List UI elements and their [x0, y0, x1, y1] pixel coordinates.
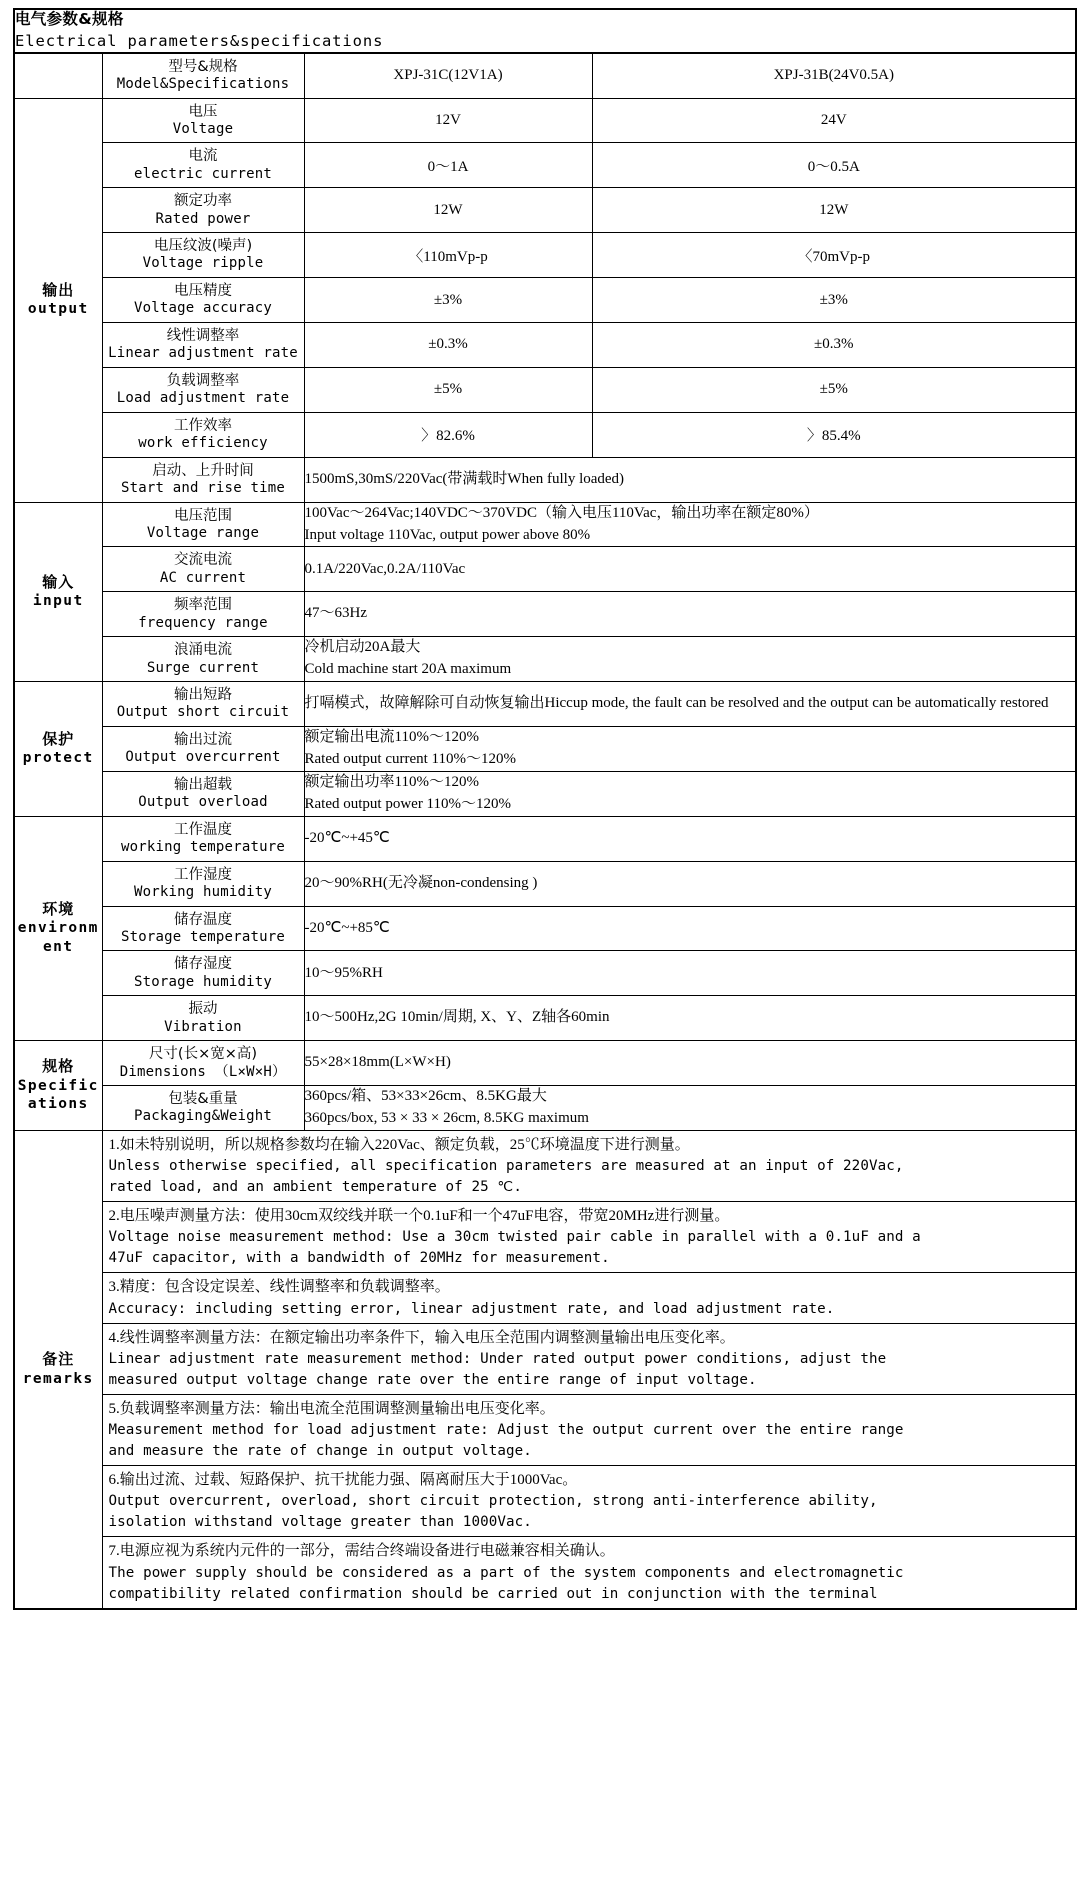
- remark-cn: 7.电源应视为系统内元件的一部分，需结合终端设备进行电磁兼容相关确认。: [108, 1543, 615, 1560]
- remark-en-line: and measure the rate of change in output voltage.: [108, 1443, 532, 1460]
- item-label-cn: 浪涌电流: [174, 642, 232, 659]
- item-label-en: frequency range: [138, 614, 268, 631]
- remark-note: [103, 1324, 1076, 1395]
- item-cell: [102, 637, 304, 682]
- item-label-cn: 工作温度: [174, 821, 232, 838]
- value-cell-model-a: 〉82.6%: [304, 412, 592, 457]
- group-protect: [14, 682, 102, 817]
- value-line: 20～90%RH(无冷凝non-condensing ): [304, 874, 538, 891]
- model-b-header: XPJ-31B(24V0.5A): [592, 53, 1076, 98]
- item-label-en: Voltage: [172, 120, 234, 137]
- item-cell: [102, 143, 304, 188]
- group-label-cn: 环境: [42, 899, 75, 918]
- item-label-en: working temperature: [121, 839, 285, 856]
- title-cn: 电气参数&规格: [15, 10, 124, 28]
- remark-en-line: Voltage noise measurement method: Use a 30cm twisted pair cable in parallel with a 0.1uF and a: [108, 1229, 921, 1246]
- item-cell: [102, 547, 304, 592]
- remark-en-line: Linear adjustment rate measurement method: Under rated output power conditions, adjust the: [108, 1350, 887, 1367]
- value-cell-span: [304, 727, 1076, 772]
- value-cell-span: [304, 592, 1076, 637]
- item-label-cn: 电压精度: [174, 283, 232, 300]
- model-header-row: [14, 53, 1076, 98]
- input-row: [14, 547, 1076, 592]
- remark-cn: 1.如未特别说明，所以规格参数均在输入220Vac、额定负载，25℃环境温度下进行测量。: [108, 1137, 690, 1154]
- output-row: [14, 278, 1076, 323]
- value-cell-model-b: ±3%: [592, 278, 1076, 323]
- remark-note: [103, 1273, 1076, 1323]
- value-line: 1500mS,30mS/220Vac(带满载时When fully loaded): [304, 470, 625, 487]
- output-row: [14, 367, 1076, 412]
- group-environment: [14, 816, 102, 1040]
- item-label-en: Load adjustment rate: [116, 390, 290, 407]
- group-label-cn: 规格: [42, 1057, 75, 1076]
- value-line: 100Vac～264Vac;140VDC～370VDC（输入电压110Vac，输出功率在额定80%）: [304, 504, 819, 521]
- item-cell: [102, 1041, 304, 1086]
- group-specifications: [14, 1041, 102, 1131]
- item-cell: [102, 771, 304, 816]
- value-cell-span: [304, 547, 1076, 592]
- value-line: 360pcs/box, 53 × 33 × 26cm, 8.5KG maximum: [304, 1110, 589, 1127]
- item-label-en: Voltage ripple: [142, 255, 264, 272]
- item-cell: [102, 996, 304, 1041]
- value-line: 55×28×18mm(L×W×H): [304, 1054, 451, 1071]
- item-label-en: Storage humidity: [133, 973, 273, 990]
- item-label-cn: 储存温度: [174, 911, 232, 928]
- group-label-en: Specifications: [17, 1077, 99, 1113]
- remark-note: [103, 1537, 1076, 1607]
- output-row: [14, 143, 1076, 188]
- value-cell-model-a: ±3%: [304, 278, 592, 323]
- item-label-en: Voltage range: [146, 524, 260, 541]
- remark-note: [103, 1131, 1076, 1202]
- specification-row: [14, 1086, 1076, 1131]
- value-line: Rated output power 110%～120%: [304, 795, 511, 812]
- specification-row: [14, 1041, 1076, 1086]
- item-cell: [102, 1086, 304, 1131]
- item-cell: [102, 412, 304, 457]
- value-cell-model-a: 〈110mVp-p: [304, 233, 592, 278]
- remark-en-line: 47uF capacitor, with a bandwidth of 20MHz for measurement.: [108, 1250, 610, 1267]
- value-cell-span: [304, 502, 1076, 547]
- remarks-row: [14, 1131, 1076, 1609]
- item-label-cn: 额定功率: [174, 193, 232, 210]
- remark-cn: 5.负载调整率测量方法：输出电流全范围调整测量输出电压变化率。: [108, 1400, 555, 1417]
- remarks-content: [102, 1131, 1076, 1609]
- item-label-cn: 输出过流: [174, 732, 232, 749]
- group-output: [14, 98, 102, 502]
- item-cell: [102, 367, 304, 412]
- value-cell-model-a: ±5%: [304, 367, 592, 412]
- item-cell: [102, 727, 304, 772]
- protect-row: [14, 682, 1076, 727]
- item-label-cn: 负载调整率: [166, 372, 240, 389]
- model-a-header: XPJ-31C(12V1A): [304, 53, 592, 98]
- item-label-en: Output overload: [138, 794, 268, 811]
- value-cell-span: [304, 771, 1076, 816]
- remark-en-line: Accuracy: including setting error, linear adjustment rate, and load adjustment rate.: [108, 1300, 835, 1317]
- item-cell: [102, 592, 304, 637]
- item-cell: [102, 323, 304, 368]
- value-line: 0.1A/220Vac,0.2A/110Vac: [304, 560, 466, 577]
- value-line: 额定输出电流110%～120%: [304, 729, 479, 746]
- item-label-en: Storage temperature: [121, 928, 285, 945]
- item-label-cn: 电压纹波(噪声): [153, 238, 253, 255]
- item-label-cn: 输出超载: [174, 776, 232, 793]
- item-label-en: Output short circuit: [116, 704, 290, 721]
- value-cell-model-b: 12W: [592, 188, 1076, 233]
- value-cell-model-a: 0～1A: [304, 143, 592, 188]
- value-cell-model-b: 0～0.5A: [592, 143, 1076, 188]
- value-cell-model-a: 12V: [304, 98, 592, 143]
- remark-en-line: measured output voltage change rate over the entire range of input voltage.: [108, 1371, 757, 1388]
- value-cell-span: [304, 1041, 1076, 1086]
- value-cell-model-b: ±0.3%: [592, 323, 1076, 368]
- value-cell-model-b: 〉85.4%: [592, 412, 1076, 457]
- item-label-en: Output overcurrent: [125, 749, 281, 766]
- value-line: -20℃~+85℃: [304, 919, 390, 936]
- model-label-en: Model&Specifications: [116, 75, 290, 92]
- value-cell-model-a: 12W: [304, 188, 592, 233]
- table-title-row: [14, 9, 1076, 53]
- value-line: 10～500Hz,2G 10min/周期, X、Y、Z轴各60min: [304, 1009, 610, 1026]
- item-label-en: work efficiency: [138, 435, 268, 452]
- group-label-en: remarks: [22, 1370, 94, 1387]
- item-label-en: electric current: [133, 165, 273, 182]
- value-cell-model-a: ±0.3%: [304, 323, 592, 368]
- group-input: [14, 502, 102, 682]
- item-cell: [102, 861, 304, 906]
- item-label-en: Vibration: [164, 1018, 242, 1035]
- environment-row: [14, 906, 1076, 951]
- item-label-cn: 线性调整率: [166, 328, 240, 344]
- remark-en-line: Unless otherwise specified, all specification parameters are measured at an input of 220Vac,: [108, 1158, 904, 1175]
- value-cell-span: [304, 906, 1076, 951]
- item-cell: [102, 951, 304, 996]
- item-label-cn: 工作效率: [174, 417, 232, 434]
- item-label-cn: 工作湿度: [174, 866, 232, 883]
- remark-cn: 3.精度：包含设定误差、线性调整率和负载调整率。: [108, 1279, 450, 1296]
- value-cell-span: [304, 996, 1076, 1041]
- remark-en-line: Output overcurrent, overload, short circuit protection, strong anti-interference ability,: [108, 1493, 878, 1510]
- item-cell: [102, 906, 304, 951]
- item-label-en: Linear adjustment rate: [108, 345, 298, 362]
- group-label-cn: 输出: [42, 280, 75, 299]
- value-cell-span: [304, 457, 1076, 502]
- item-label-cn: 启动、上升时间: [152, 462, 254, 479]
- value-cell-span: [304, 1086, 1076, 1131]
- group-label-cn: 备注: [42, 1350, 75, 1369]
- value-cell-span: [304, 637, 1076, 682]
- item-label-en: Working humidity: [133, 883, 273, 900]
- output-row: [14, 323, 1076, 368]
- input-row: [14, 502, 1076, 547]
- remark-en-line: The power supply should be considered as a part of the system components and electromagnetic: [108, 1564, 904, 1581]
- output-row: [14, 412, 1076, 457]
- item-label-en: Surge current: [146, 659, 260, 676]
- remark-en-line: rated load, and an ambient temperature of 25 ℃.: [108, 1179, 523, 1196]
- value-cell-span: [304, 861, 1076, 906]
- item-label-en: Packaging&Weight: [133, 1108, 273, 1125]
- value-line: Cold machine start 20A maximum: [304, 661, 512, 678]
- item-cell: [102, 98, 304, 143]
- group-label-en: protect: [22, 750, 94, 767]
- item-label-en: Voltage accuracy: [133, 300, 273, 317]
- remark-en-line: isolation withstand voltage greater than 1000Vac.: [108, 1514, 532, 1531]
- remark-cn: 6.输出过流、过载、短路保护、抗干扰能力强、隔离耐压大于1000Vac。: [108, 1472, 578, 1489]
- value-cell-model-b: ±5%: [592, 367, 1076, 412]
- remark-cn: 4.线性调整率测量方法：在额定输出功率条件下，输入电压全范围内调整测量输出电压变化率。: [108, 1329, 735, 1346]
- item-label-cn: 储存湿度: [174, 956, 232, 973]
- group-label-en: input: [32, 593, 84, 610]
- value-cell-span: [304, 816, 1076, 861]
- value-line: 额定输出功率110%～120%: [304, 774, 479, 791]
- value-line: Input voltage 110Vac, output power above 80%: [304, 526, 591, 543]
- input-row: [14, 592, 1076, 637]
- value-line: Rated output current 110%～120%: [304, 750, 516, 767]
- sheet-title: [14, 9, 1076, 53]
- remark-cn: 2.电压噪声测量方法：使用30cm双绞线并联一个0.1uF和一个47uF电容，带宽20MHz进行测量。: [108, 1208, 730, 1225]
- item-label-cn: 电压范围: [174, 507, 232, 524]
- item-label-en: Start and rise time: [121, 479, 285, 496]
- input-row: [14, 637, 1076, 682]
- item-cell: [102, 502, 304, 547]
- value-line: -20℃~+45℃: [304, 829, 390, 846]
- value-line: 360pcs/箱、53×33×26cm、8.5KG最大: [304, 1088, 547, 1105]
- item-label-en: Rated power: [155, 210, 251, 227]
- environment-row: [14, 996, 1076, 1041]
- output-row: [14, 98, 1076, 143]
- item-cell: [102, 682, 304, 727]
- model-row-group-blank: [14, 53, 102, 98]
- value-line: 10～95%RH: [304, 964, 383, 981]
- item-label-cn: 电流: [188, 148, 218, 165]
- item-cell: [102, 278, 304, 323]
- model-row-item: [102, 53, 304, 98]
- item-label-en: Dimensions （L×W×H）: [119, 1063, 287, 1080]
- output-row: [14, 233, 1076, 278]
- value-line: 冷机启动20A最大: [304, 639, 421, 656]
- title-en: Electrical parameters&specifications: [15, 31, 384, 50]
- remark-note: [103, 1395, 1076, 1466]
- group-label-en: environment: [17, 920, 99, 956]
- remark-note: [103, 1202, 1076, 1273]
- remark-en-line: compatibility related confirmation should be carried out in conjunction with the terminal: [108, 1585, 878, 1602]
- item-cell: [102, 816, 304, 861]
- group-label-cn: 输入: [42, 572, 75, 591]
- remark-note: [103, 1466, 1076, 1537]
- protect-row: [14, 771, 1076, 816]
- item-cell: [102, 233, 304, 278]
- group-label-cn: 保护: [42, 729, 75, 748]
- environment-row: [14, 861, 1076, 906]
- electrical-specification-table: [13, 8, 1077, 1610]
- model-label-cn: 型号&规格: [168, 58, 238, 75]
- group-remarks: [14, 1131, 102, 1609]
- remark-en-line: Measurement method for load adjustment rate: Adjust the output current over the entire range: [108, 1422, 904, 1439]
- group-label-en: output: [27, 301, 89, 318]
- value-cell-model-b: 24V: [592, 98, 1076, 143]
- value-cell-span: [304, 682, 1076, 727]
- item-label-cn: 输出短路: [174, 687, 232, 704]
- value-cell-model-b: 〈70mVp-p: [592, 233, 1076, 278]
- output-row: [14, 188, 1076, 233]
- protect-row: [14, 727, 1076, 772]
- item-cell: [102, 188, 304, 233]
- item-label-cn: 电压: [188, 103, 218, 120]
- environment-row: [14, 816, 1076, 861]
- value-line: 打嗝模式，故障解除可自动恢复输出Hiccup mode, the fault can be resolved and the output can be automatically restored: [304, 695, 1049, 712]
- item-label-cn: 包装&重量: [168, 1091, 238, 1108]
- item-cell: [102, 457, 304, 502]
- value-line: 47～63Hz: [304, 605, 367, 622]
- environment-row: [14, 951, 1076, 996]
- item-label-cn: 尺寸(长×宽×高): [148, 1046, 258, 1063]
- item-label-cn: 交流电流: [174, 552, 232, 569]
- item-label-cn: 频率范围: [174, 597, 232, 614]
- value-cell-span: [304, 951, 1076, 996]
- item-label-cn: 振动: [188, 1001, 218, 1018]
- output-row: [14, 457, 1076, 502]
- item-label-en: AC current: [159, 569, 247, 586]
